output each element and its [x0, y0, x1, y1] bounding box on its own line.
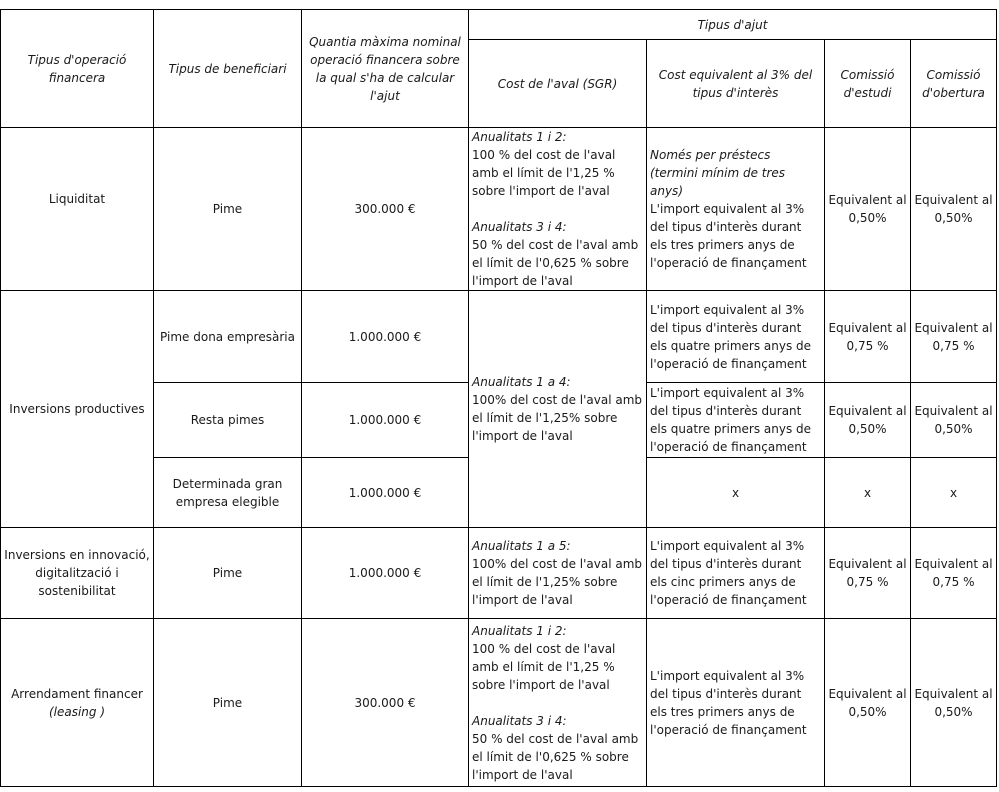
quantia-innovacio: 1.000.000 € — [302, 528, 469, 619]
estudi-inversions-3: x — [825, 458, 911, 528]
operacio-arrendament — [1, 619, 154, 787]
operacio-arrendament-label: Arrendament financer — [11, 686, 143, 701]
row-liquiditat — [1, 128, 997, 291]
obertura-inversions-3: x — [911, 458, 997, 528]
beneficiari-inversions-3: Determinada gran empresa elegible — [154, 458, 302, 528]
quantia-arrendament: 300.000 € — [302, 619, 469, 787]
cost-inversions-3: x — [647, 458, 825, 528]
beneficiari-inversions-1: Pime dona empresària — [154, 291, 302, 383]
aval-inversions-text: 100% del cost de l'aval amb el límit de l'1,25% sobre l'import de l'aval — [472, 393, 643, 443]
operacio-innovacio: Inversions en innovació, digitalització i sostenibilitat — [1, 528, 154, 619]
aval-innovacio-text: 100% del cost de l'aval amb el límit de l'1,25% sobre l'import de l'aval — [472, 557, 643, 607]
header-row-1 — [1, 10, 997, 40]
aval-inversions — [469, 291, 647, 528]
obertura-liquiditat: Equivalent al 0,50% — [911, 128, 997, 291]
cost-inversions-1: L'import equivalent al 3% del tipus d'interès durant els quatre primers anys de l'operació de finançament — [647, 291, 825, 383]
estudi-inversions-1: Equivalent al 0,75 % — [825, 291, 911, 383]
row-arrendament — [1, 619, 997, 787]
obertura-inversions-2: Equivalent al 0,50% — [911, 383, 997, 458]
row-innovacio — [1, 528, 997, 619]
beneficiari-arrendament: Pime — [154, 619, 302, 787]
cost-liquiditat-note: Només per préstecs (termini mínim de tres anys) — [650, 148, 786, 198]
aval-inversions-head: Anualitats 1 a 4: — [472, 375, 571, 389]
aval-liquiditat — [469, 128, 647, 291]
cost-arrendament: L'import equivalent al 3% del tipus d'interès durant els tres primers anys de l'operació de finançament — [647, 619, 825, 787]
quantia-inversions-3: 1.000.000 € — [302, 458, 469, 528]
beneficiari-liquiditat: Pime — [154, 128, 302, 291]
header-quantia: Quantia màxima nominal operació financera sobre la qual s'ha de calcular l'ajut — [302, 10, 469, 128]
aid-table — [0, 9, 997, 787]
quantia-inversions-2: 1.000.000 € — [302, 383, 469, 458]
aval-liquiditat-head1: Anualitats 1 i 2: — [472, 130, 567, 144]
quantia-liquiditat: 300.000 € — [302, 128, 469, 291]
aval-arrendament-text2: 50 % del cost de l'aval amb el límit de l'0,625 % sobre l'import de l'aval — [472, 731, 639, 782]
estudi-arrendament: Equivalent al 0,50% — [825, 619, 911, 787]
aval-liquiditat-text1: 100 % del cost de l'aval amb el límit de l'1,25 % sobre l'import de l'aval — [472, 148, 616, 198]
operacio-arrendament-sub: (leasing ) — [48, 704, 106, 719]
header-cost-equivalent: Cost equivalent al 3% del tipus d'interès — [647, 40, 825, 128]
aval-innovacio-head: Anualitats 1 a 5: — [472, 539, 571, 553]
obertura-arrendament: Equivalent al 0,50% — [911, 619, 997, 787]
aval-arrendament-text1: 100 % del cost de l'aval amb el límit de l'1,25 % sobre l'import de l'aval — [472, 641, 616, 692]
estudi-inversions-2: Equivalent al 0,50% — [825, 383, 911, 458]
cost-liquiditat — [647, 128, 825, 291]
row-inversions-1 — [1, 291, 997, 383]
header-comissio-obertura: Comissió d'obertura — [911, 40, 997, 128]
header-operacio: Tipus d'operació financera — [1, 10, 154, 128]
obertura-innovacio: Equivalent al 0,75 % — [911, 528, 997, 619]
quantia-inversions-1: 1.000.000 € — [302, 291, 469, 383]
estudi-innovacio: Equivalent al 0,75 % — [825, 528, 911, 619]
cost-inversions-2: L'import equivalent al 3% del tipus d'interès durant els quatre primers anys de l'operació de finançament — [647, 383, 825, 458]
header-tipus-ajut: Tipus d'ajut — [469, 10, 997, 40]
aval-arrendament — [469, 619, 647, 787]
aval-liquiditat-head2: Anualitats 3 i 4: — [472, 220, 567, 234]
aval-arrendament-head2: Anualitats 3 i 4: — [472, 713, 567, 728]
obertura-inversions-1: Equivalent al 0,75 % — [911, 291, 997, 383]
beneficiari-innovacio: Pime — [154, 528, 302, 619]
beneficiari-inversions-2: Resta pimes — [154, 383, 302, 458]
aval-innovacio — [469, 528, 647, 619]
operacio-liquiditat: Liquiditat — [1, 128, 154, 291]
operacio-inversions: Inversions productives — [1, 291, 154, 528]
header-comissio-estudi: Comissió d'estudi — [825, 40, 911, 128]
aval-liquiditat-text2: 50 % del cost de l'aval amb el límit de l'0,625 % sobre l'import de l'aval — [472, 238, 639, 288]
aval-arrendament-head1: Anualitats 1 i 2: — [472, 623, 567, 638]
header-beneficiaris: Tipus de beneficiari — [154, 10, 302, 128]
cost-innovacio: L'import equivalent al 3% del tipus d'interès durant els cinc primers anys de l'operació de finançament — [647, 528, 825, 619]
cost-liquiditat-text: L'import equivalent al 3% del tipus d'interès durant els tres primers anys de l'operació de finançament — [650, 202, 807, 270]
estudi-liquiditat: Equivalent al 0,50% — [825, 128, 911, 291]
header-cost-aval: Cost de l'aval (SGR) — [469, 40, 647, 128]
